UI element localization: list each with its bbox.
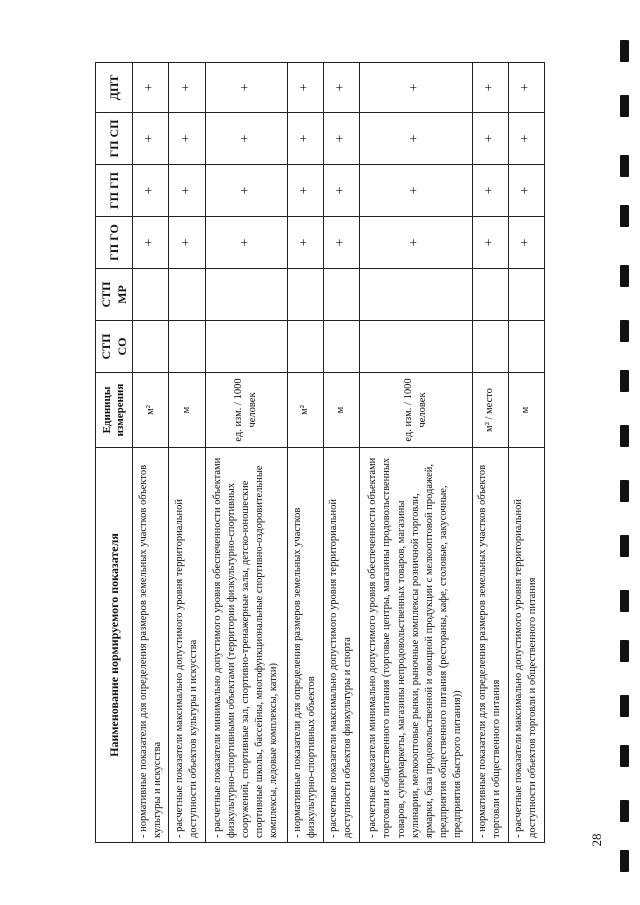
- edge-dash: [620, 320, 629, 342]
- applicability-mark: +: [287, 63, 323, 113]
- edge-dash: [620, 370, 629, 392]
- applicability-mark: [133, 321, 169, 373]
- applicability-mark: [205, 321, 287, 373]
- header-name: Наименование нормируемого показателя: [96, 448, 133, 843]
- unit-cell: м: [508, 373, 544, 448]
- applicability-mark: [508, 321, 544, 373]
- header-gp-go: ГП ГО: [96, 217, 133, 269]
- applicability-mark: +: [205, 113, 287, 165]
- edge-dash: [620, 850, 629, 872]
- applicability-mark: +: [359, 165, 472, 217]
- applicability-mark: +: [508, 113, 544, 165]
- edge-dash: [620, 205, 629, 227]
- applicability-mark: +: [508, 217, 544, 269]
- table-row: [508, 63, 544, 843]
- norms-table: [95, 62, 545, 843]
- table-row: [205, 63, 287, 843]
- page-number: 28: [589, 833, 604, 847]
- applicability-mark: +: [472, 113, 508, 165]
- unit-cell: м²: [133, 373, 169, 448]
- header-dpt: ДПТ: [96, 63, 133, 113]
- applicability-mark: [287, 321, 323, 373]
- applicability-mark: [169, 269, 205, 321]
- applicability-mark: [359, 321, 472, 373]
- applicability-mark: [359, 269, 472, 321]
- unit-cell: м: [169, 373, 205, 448]
- applicability-mark: +: [205, 63, 287, 113]
- table-row: [323, 63, 359, 843]
- applicability-mark: +: [359, 63, 472, 113]
- header-row: [96, 63, 133, 843]
- applicability-mark: [205, 269, 287, 321]
- edge-dash: [620, 535, 629, 557]
- unit-cell: м: [323, 373, 359, 448]
- table-row: [169, 63, 205, 843]
- indicator-name: - расчетные показатели максимально допустимого уровня территориальной доступности объектов физкультуры и спорта: [323, 448, 359, 843]
- table-row: [287, 63, 323, 843]
- applicability-mark: +: [323, 165, 359, 217]
- indicator-name: - нормативные показатели для определения размеров земельных участков объектов торговли и общественного питания: [472, 448, 508, 843]
- header-gp-sp: ГП СП: [96, 113, 133, 165]
- edge-dash: [620, 745, 629, 767]
- applicability-mark: +: [508, 63, 544, 113]
- header-stp-so: СТП СО: [96, 321, 133, 373]
- applicability-mark: [323, 321, 359, 373]
- indicator-name: - расчетные показатели минимально допустимого уровня обеспеченности объектами торговли и общественного питания (торговые центры, магазины продовольственных товаров, супермаркеты, магазины непродовольственных товаров, магазины кулинарии, мелкооптовые рынки, рыночные комплексы розничной торговли, ярмарки, база продовольственной и овощной продукции с мелкооптовой продажей, предприятия общественного питания (рестораны, кафе, столовые, закусочные, предприятия быстрого питания)): [359, 448, 472, 843]
- applicability-mark: +: [472, 63, 508, 113]
- applicability-mark: +: [359, 217, 472, 269]
- unit-cell: м² / место: [472, 373, 508, 448]
- applicability-mark: +: [472, 165, 508, 217]
- unit-cell: ед. изм. / 1000 человек: [205, 373, 287, 448]
- applicability-mark: +: [169, 113, 205, 165]
- table-row: [472, 63, 508, 843]
- applicability-mark: +: [133, 165, 169, 217]
- header-gp-gp: ГП ГП: [96, 165, 133, 217]
- applicability-mark: +: [287, 217, 323, 269]
- edge-dash: [620, 40, 629, 62]
- indicator-name: - нормативные показатели для определения размеров земельных участков объектов культуры и искусства: [133, 448, 169, 843]
- applicability-mark: +: [323, 113, 359, 165]
- applicability-mark: [133, 269, 169, 321]
- applicability-mark: +: [323, 217, 359, 269]
- unit-cell: м²: [287, 373, 323, 448]
- edge-dash: [620, 425, 629, 447]
- applicability-mark: +: [169, 217, 205, 269]
- unit-cell: ед. изм. / 1000 человек: [359, 373, 472, 448]
- applicability-mark: [472, 269, 508, 321]
- edge-dash: [620, 480, 629, 502]
- edge-dash: [620, 695, 629, 717]
- applicability-mark: [323, 269, 359, 321]
- indicator-name: - расчетные показатели максимально допустимого уровня территориальной доступности объектов торговли и общественного питания: [508, 448, 544, 843]
- applicability-mark: [472, 321, 508, 373]
- applicability-mark: +: [133, 63, 169, 113]
- applicability-mark: +: [359, 113, 472, 165]
- indicator-name: - расчетные показатели максимально допустимого уровня территориальной доступности объектов культуры и искусства: [169, 448, 205, 843]
- edge-dash: [620, 95, 629, 117]
- edge-dash: [620, 640, 629, 662]
- table-row: [359, 63, 472, 843]
- applicability-mark: +: [323, 63, 359, 113]
- table-row: [133, 63, 169, 843]
- applicability-mark: +: [472, 217, 508, 269]
- applicability-mark: +: [205, 217, 287, 269]
- applicability-mark: +: [169, 165, 205, 217]
- applicability-mark: [508, 269, 544, 321]
- scan-edge-marks: [618, 0, 632, 905]
- applicability-mark: +: [205, 165, 287, 217]
- edge-dash: [620, 800, 629, 822]
- applicability-mark: +: [508, 165, 544, 217]
- indicator-name: - расчетные показатели минимально допустимого уровня обеспеченности объектами физкультурно-спортивными объектами (территории физкультурно-спортивных сооружений, спортивные зал, спортивно-тренажерные залы, детско-юношеские спортивные школы, бассейны, многофункциональные спортивно-оздоровительные комплексы, ледовые комплексы, катки): [205, 448, 287, 843]
- edge-dash: [620, 265, 629, 287]
- header-stp-mr: СТП МР: [96, 269, 133, 321]
- applicability-mark: +: [169, 63, 205, 113]
- applicability-mark: +: [287, 165, 323, 217]
- applicability-mark: [169, 321, 205, 373]
- applicability-mark: +: [133, 217, 169, 269]
- rotated-page: [95, 63, 545, 843]
- header-unit: Единицы измерения: [96, 373, 133, 448]
- edge-dash: [620, 590, 629, 612]
- indicator-name: - нормативные показатели для определения размеров земельных участков физкультурно-спортивных объектов: [287, 448, 323, 843]
- applicability-mark: [287, 269, 323, 321]
- applicability-mark: +: [133, 113, 169, 165]
- edge-dash: [620, 155, 629, 177]
- applicability-mark: +: [287, 113, 323, 165]
